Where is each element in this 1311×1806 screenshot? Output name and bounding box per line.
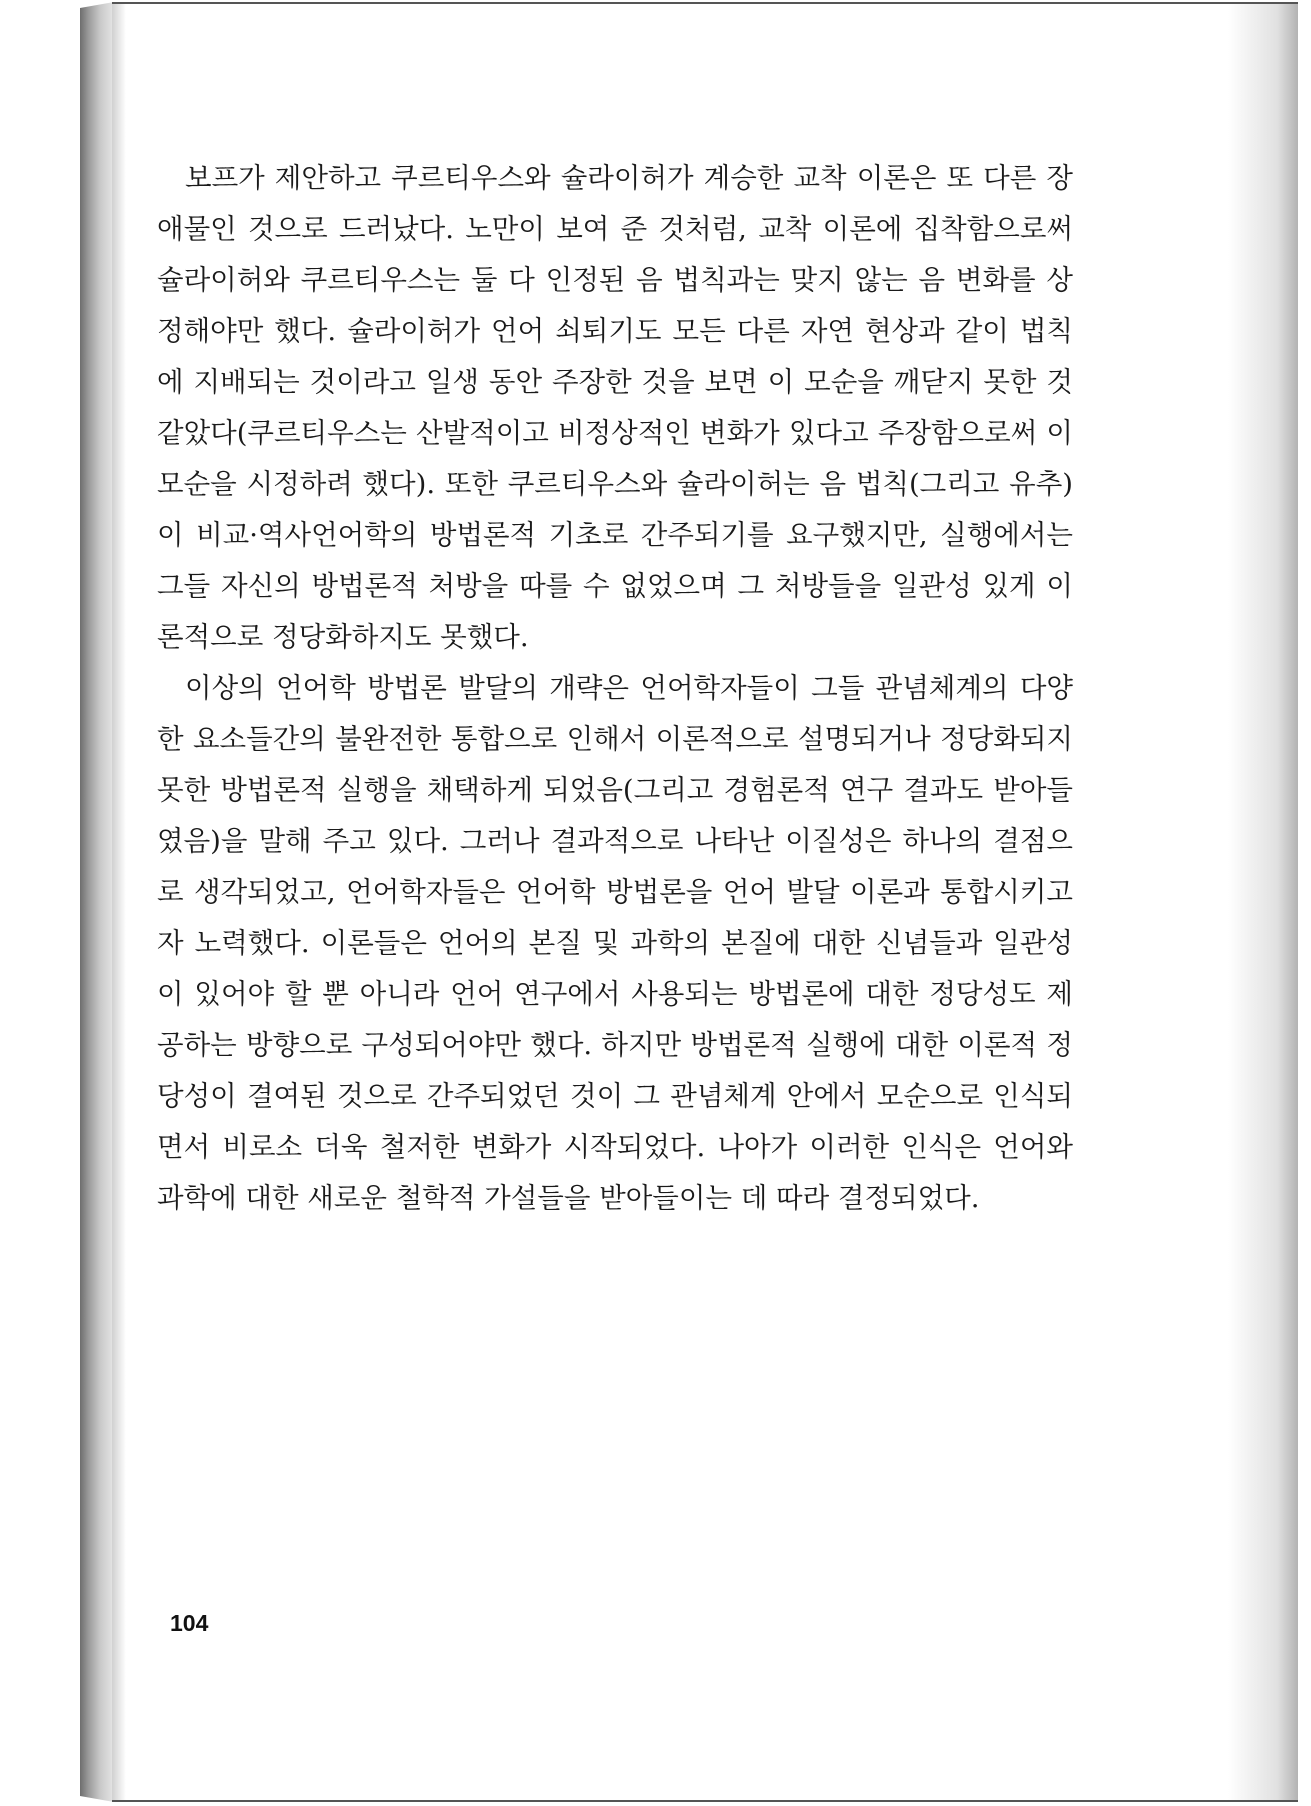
body-text <box>157 153 1073 1224</box>
paragraph-1: 보프가 제안하고 쿠르티우스와 슐라이허가 계승한 교착 이론은 또 다른 장애물인 것으로 드러났다. 노만이 보여 준 것처럼, 교착 이론에 집착함으로써 슐라이허와 쿠르티우스는 둘 다 인정된 음 법칙과는 맞지 않는 음 변화를 상정해야만 했다. 슐라이허가 언어 쇠퇴기도 모든 다른 자연 현상과 같이 법칙에 지배되는 것이라고 일생 동안 주장한 것을 보면 이 모순을 깨닫지 못한 것 같았다(쿠르티우스는 산발적이고 비정상적인 변화가 있다고 주장함으로써 이 모순을 시정하려 했다). 또한 쿠르티우스와 슐라이허는 음 법칙(그리고 유추)이 비교·역사언어학의 방법론적 기초로 간주되기를 요구했지만, 실행에서는 그들 자신의 방법론적 처방을 따를 수 없었으며 그 처방들을 일관성 있게 이론적으로 정당화하지도 못했다. <box>157 162 1073 653</box>
page-edge-shadow <box>1228 4 1298 1800</box>
paragraph-2: 이상의 언어학 방법론 발달의 개략은 언어학자들이 그들 관념체계의 다양한 요소들간의 불완전한 통합으로 인해서 이론적으로 설명되거나 정당화되지 못한 방법론적 실행을 채택하게 되었음(그리고 경험론적 연구 결과도 받아들였음)을 말해 주고 있다. 그러나 결과적으로 나타난 이질성은 하나의 결점으로 생각되었고, 언어학자들은 언어학 방법론을 언어 발달 이론과 통합시키고자 노력했다. 이론들은 언어의 본질 및 과학의 본질에 대한 신념들과 일관성이 있어야 할 뿐 아니라 언어 연구에서 사용되는 방법론에 대한 정당성도 제공하는 방향으로 구성되어야만 했다. 하지만 방법론적 실행에 대한 이론적 정당성이 결여된 것으로 간주되었던 것이 그 관념체계 안에서 모순으로 인식되면서 비로소 더욱 철저한 변화가 시작되었다. 나아가 이러한 인식은 언어와 과학에 대한 새로운 철학적 가설들을 받아들이는 데 따라 결정되었다. <box>157 672 1073 1214</box>
book-spine <box>80 2 114 1802</box>
page-gutter-shadow <box>112 4 126 1800</box>
page-number: 104 <box>170 1610 209 1636</box>
